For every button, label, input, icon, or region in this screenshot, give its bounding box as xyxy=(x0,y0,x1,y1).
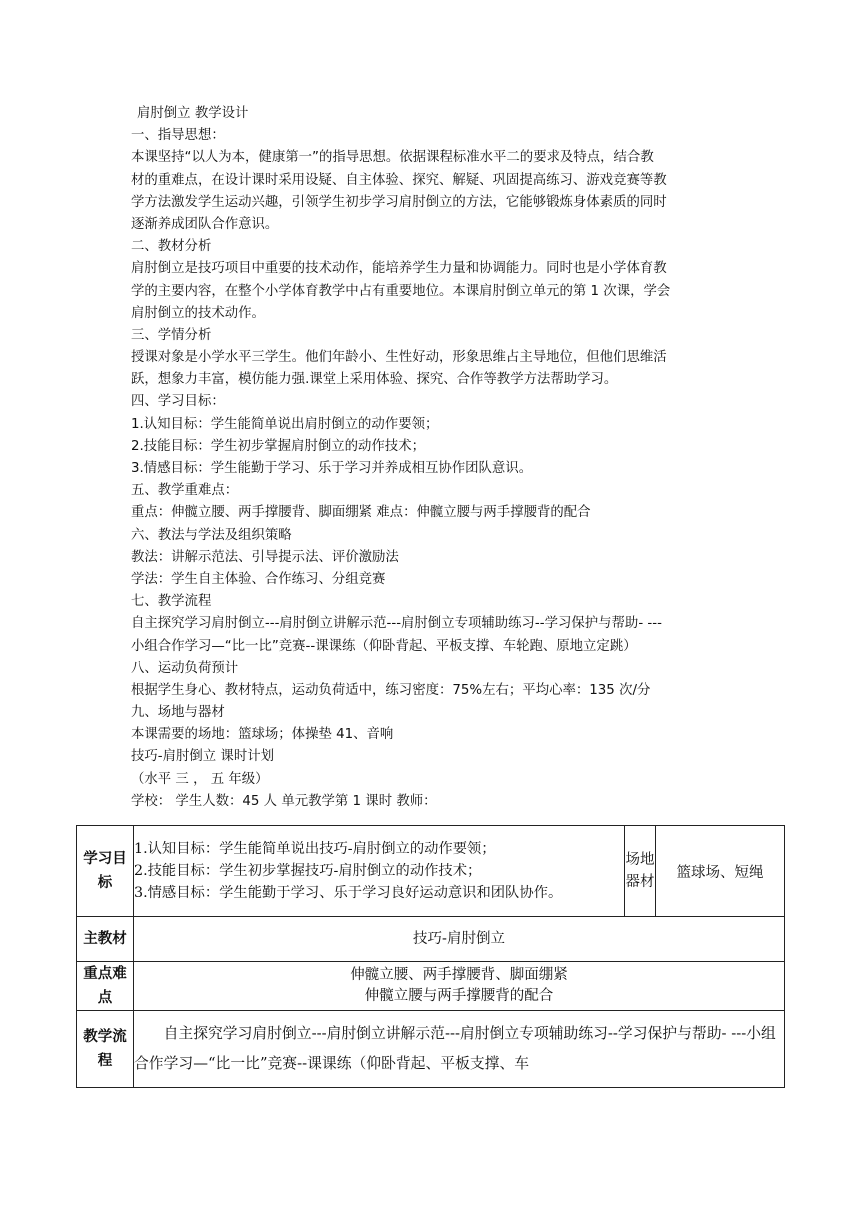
paragraph-line: 肩肘倒立的技术动作。 xyxy=(131,305,265,321)
goal-line: 2.技能目标：学生初步掌握肩肘倒立的动作技术； xyxy=(131,438,425,454)
section-heading: 九、场地与器材 xyxy=(131,705,225,721)
section-heading: 六、教法与学法及组织策略 xyxy=(131,527,292,543)
paragraph-line: 本课坚持“以人为本，健康第一”的指导思想。依据课程标准水平二的要求及特点，结合教 xyxy=(131,150,654,166)
section-heading: 八、运动负荷预计 xyxy=(131,660,239,676)
goals-cell xyxy=(134,826,625,917)
goal-line: 3.情感目标：学生能勤于学习、乐于学习并养成相互协作团队意识。 xyxy=(131,461,533,476)
paragraph-line: 重点：伸髋立腰、两手撑腰背、脚面绷紧 难点：伸髋立腰与两手撑腰背的配合 xyxy=(131,505,591,521)
table-row xyxy=(77,826,785,917)
venue-label: 场地器材 xyxy=(625,826,656,917)
section-heading: 二、教材分析 xyxy=(131,239,212,255)
table-row xyxy=(77,1011,785,1088)
key-difficult-label: 重点难点 xyxy=(77,962,134,1011)
document-title: 肩肘倒立 教学设计 xyxy=(137,106,249,121)
goal-item: 2.技能目标：学生初步掌握技巧-肩肘倒立的动作技术； xyxy=(134,863,482,879)
paragraph-line: 学方法激发学生运动兴趣，引领学生初步学习肩肘倒立的方法，它能够锻炼身体素质的同时 xyxy=(131,194,667,210)
paragraph-line: 肩肘倒立是技巧项目中重要的技术动作，能培养学生力量和协调能力。同时也是小学体育教 xyxy=(131,261,667,277)
paragraph-line: 学的主要内容，在整个小学体育教学中占有重要地位。本课肩肘倒立单元的第 1 次课，学会 xyxy=(131,283,671,299)
flow-cell xyxy=(134,1011,785,1088)
key-difficult-cell xyxy=(134,962,785,1011)
section-heading: 一、指导思想： xyxy=(131,128,225,144)
key-point: 伸髋立腰、两手撑腰背、脚面绷紧 xyxy=(350,967,568,983)
flow-label: 教学流程 xyxy=(77,1011,134,1088)
goal-item: 1.认知目标：学生能简单说出技巧-肩肘倒立的动作要领； xyxy=(134,841,496,857)
plan-title: 技巧-肩肘倒立 课时计划 xyxy=(131,749,274,765)
lesson-plan-table xyxy=(76,825,785,1088)
paragraph-line: 根据学生身心、教材特点，运动负荷适中，练习密度：75%左右；平均心率：135 次/分 xyxy=(131,682,651,698)
material-label: 主教材 xyxy=(77,917,134,962)
section-heading: 四、学习目标： xyxy=(131,394,225,410)
paragraph-line: 教法：讲解示范法、引导提示法、评价激励法 xyxy=(131,549,399,565)
paragraph-line: 材的重难点，在设计课时采用设疑、自主体验、探究、解疑、巩固提高练习、游戏竞赛等教 xyxy=(131,172,667,188)
lesson-design-text xyxy=(131,103,741,812)
plan-info: 学校： 学生人数：45 人 单元教学第 1 课时 教师： xyxy=(131,793,437,809)
section-heading: 三、学情分析 xyxy=(131,327,212,343)
flow-text: 自主探究学习肩肘倒立---肩肘倒立讲解示范---肩肘倒立专项辅助练习--学习保护与帮助- ---小组合作学习—“比一比”竞赛--课课练（仰卧背起、平板支撑、车 xyxy=(134,1025,776,1072)
plan-level: （水平 三 ， 五 年级） xyxy=(131,771,269,787)
paragraph-line: 授课对象是小学水平三学生。他们年龄小、生性好动，形象思维占主导地位，但他们思维活 xyxy=(131,350,667,366)
section-heading: 五、教学重难点： xyxy=(131,483,239,499)
goals-label: 学习目标 xyxy=(77,826,134,917)
table-row xyxy=(77,917,785,962)
material-value: 技巧-肩肘倒立 xyxy=(134,917,785,962)
paragraph-line: 自主探究学习肩肘倒立---肩肘倒立讲解示范---肩肘倒立专项辅助练习--学习保护与帮助- --- xyxy=(131,616,662,632)
paragraph-line: 学法：学生自主体验、合作练习、分组竞赛 xyxy=(131,571,386,587)
table-row xyxy=(77,962,785,1011)
paragraph-line: 逐渐养成团队合作意识。 xyxy=(131,216,279,232)
difficult-point: 伸髋立腰与两手撑腰背的配合 xyxy=(364,988,554,1004)
paragraph-line: 本课需要的场地：篮球场；体操垫 41、音响 xyxy=(131,727,394,743)
section-heading: 七、教学流程 xyxy=(131,594,212,610)
paragraph-line: 小组合作学习—“比一比”竞赛--课课练（仰卧背起、平板支撑、车轮跑、原地立定跳） xyxy=(131,638,637,654)
goal-item: 3.情感目标：学生能勤于学习、乐于学习良好运动意识和团队协作。 xyxy=(134,885,563,901)
goal-line: 1.认知目标：学生能简单说出肩肘倒立的动作要领； xyxy=(131,416,439,432)
venue-value: 篮球场、短绳 xyxy=(656,826,785,917)
paragraph-line: 跃，想象力丰富，模仿能力强.课堂上采用体验、探究、合作等教学方法帮助学习。 xyxy=(131,372,618,388)
